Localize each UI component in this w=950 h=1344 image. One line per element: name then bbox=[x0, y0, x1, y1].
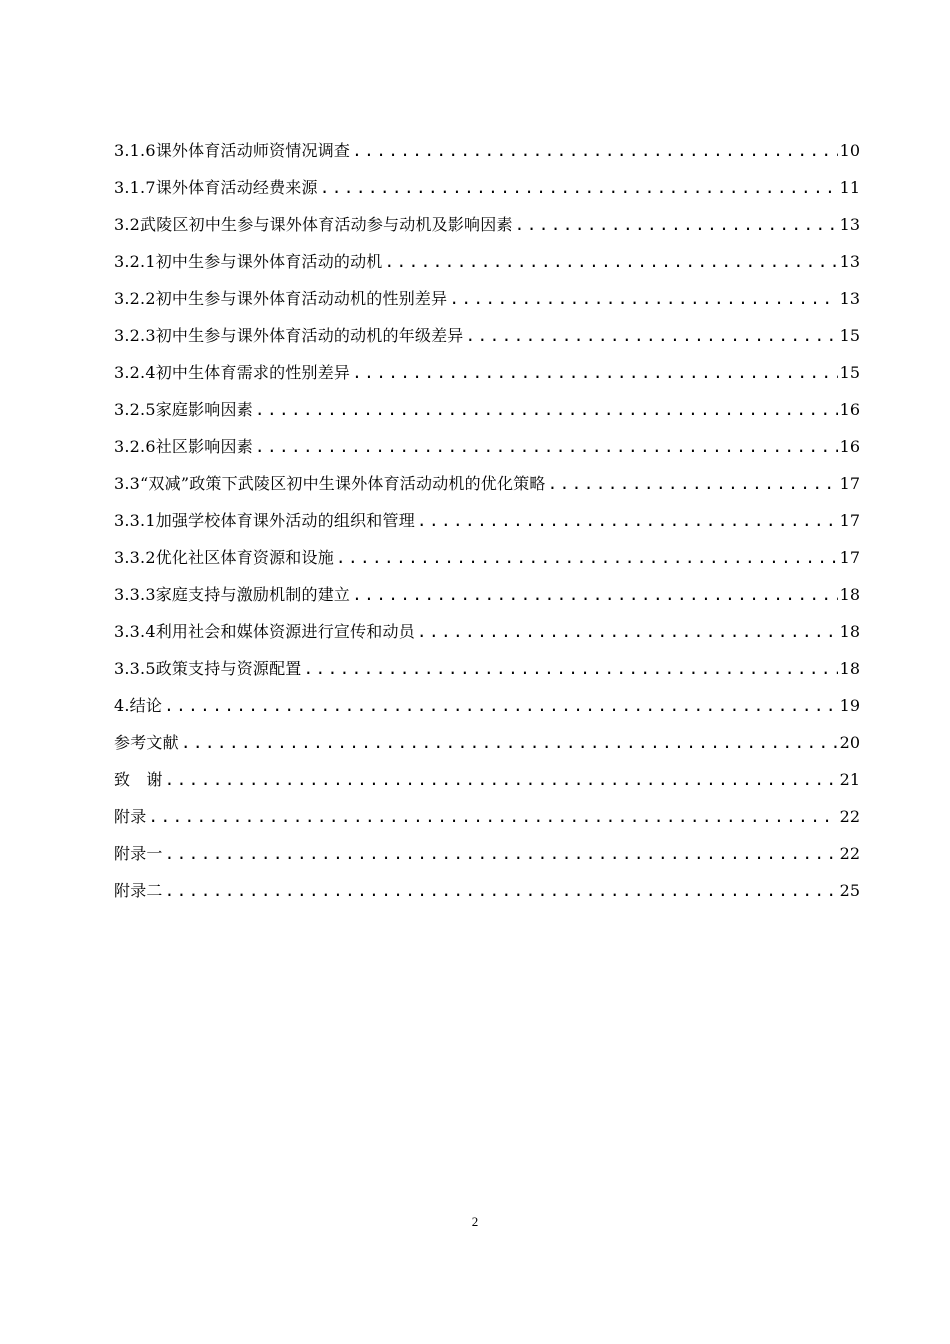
toc-entry-page: 17 bbox=[839, 511, 860, 530]
toc-leader-dots bbox=[515, 211, 838, 239]
toc-leader-dots bbox=[466, 322, 838, 350]
toc-entry-page: 16 bbox=[839, 400, 860, 419]
toc-entry[interactable] bbox=[114, 359, 860, 396]
toc-entry-title: 致 谢 bbox=[114, 770, 163, 789]
toc-entry-page: 20 bbox=[839, 733, 860, 752]
toc-entry-title: 3.2.6社区影响因素 bbox=[114, 437, 253, 456]
toc-entry[interactable] bbox=[114, 396, 860, 433]
toc-entry-page: 25 bbox=[839, 881, 860, 900]
toc-leader-dots bbox=[417, 507, 838, 535]
toc-leader-dots bbox=[336, 544, 838, 572]
toc-leader-dots bbox=[417, 618, 838, 646]
toc-leader-dots bbox=[320, 174, 838, 202]
toc-entry-title: 3.3“双减”政策下武陵区初中生课外体育活动动机的优化策略 bbox=[114, 474, 546, 493]
toc-entry-page: 15 bbox=[839, 326, 860, 345]
toc-entry[interactable] bbox=[114, 433, 860, 470]
toc-entry[interactable] bbox=[114, 655, 860, 692]
toc-entry-title: 附录一 bbox=[114, 844, 163, 863]
toc-entry[interactable] bbox=[114, 581, 860, 618]
toc-entry-title: 3.2.4初中生体育需求的性别差异 bbox=[114, 363, 351, 382]
toc-entry-page: 13 bbox=[839, 252, 860, 271]
toc-entry-title: 3.2武陵区初中生参与课外体育活动参与动机及影响因素 bbox=[114, 215, 513, 234]
table-of-contents bbox=[114, 137, 860, 914]
toc-leader-dots bbox=[352, 581, 838, 609]
toc-entry[interactable] bbox=[114, 692, 860, 729]
toc-entry-title: 3.1.6课外体育活动师资情况调查 bbox=[114, 141, 351, 160]
toc-entry-page: 17 bbox=[839, 548, 860, 567]
toc-entry-page: 10 bbox=[839, 141, 860, 160]
toc-leader-dots bbox=[449, 285, 837, 313]
toc-leader-dots bbox=[548, 470, 838, 498]
toc-leader-dots bbox=[165, 877, 838, 905]
toc-entry-page: 19 bbox=[839, 696, 860, 715]
toc-entry-page: 11 bbox=[839, 178, 860, 197]
page-number: 2 bbox=[471, 1214, 479, 1229]
toc-entry-page: 13 bbox=[839, 215, 860, 234]
toc-entry-page: 22 bbox=[839, 807, 860, 826]
toc-entry-page: 15 bbox=[839, 363, 860, 382]
toc-entry[interactable] bbox=[114, 507, 860, 544]
toc-entry-title: 3.2.3初中生参与课外体育活动的动机的年级差异 bbox=[114, 326, 464, 345]
toc-entry[interactable] bbox=[114, 766, 860, 803]
toc-entry-title: 3.3.1加强学校体育课外活动的组织和管理 bbox=[114, 511, 415, 530]
toc-entry[interactable] bbox=[114, 470, 860, 507]
toc-entry-title: 3.3.3家庭支持与激励机制的建立 bbox=[114, 585, 351, 604]
toc-entry-title: 附录二 bbox=[114, 881, 163, 900]
toc-entry[interactable] bbox=[114, 729, 860, 766]
toc-entry-page: 17 bbox=[839, 474, 860, 493]
toc-entry[interactable] bbox=[114, 248, 860, 285]
toc-leader-dots bbox=[352, 359, 838, 387]
toc-entry-title: 3.3.2优化社区体育资源和设施 bbox=[114, 548, 334, 567]
toc-entry-title: 3.3.4利用社会和媒体资源进行宣传和动员 bbox=[114, 622, 415, 641]
toc-entry-title: 参考文献 bbox=[114, 733, 179, 752]
toc-leader-dots bbox=[304, 655, 838, 683]
toc-entry[interactable] bbox=[114, 211, 860, 248]
toc-entry-title: 附录 bbox=[114, 807, 147, 826]
toc-entry[interactable] bbox=[114, 174, 860, 211]
toc-entry-page: 22 bbox=[839, 844, 860, 863]
toc-entry[interactable] bbox=[114, 877, 860, 914]
toc-entry-title: 3.1.7课外体育活动经费来源 bbox=[114, 178, 318, 197]
toc-leader-dots bbox=[164, 692, 838, 720]
toc-leader-dots bbox=[255, 433, 838, 461]
toc-entry-title: 3.2.2初中生参与课外体育活动动机的性别差异 bbox=[114, 289, 448, 308]
toc-entry-title: 3.3.5政策支持与资源配置 bbox=[114, 659, 302, 678]
toc-entry-page: 18 bbox=[839, 585, 860, 604]
toc-leader-dots bbox=[385, 248, 838, 276]
toc-entry[interactable] bbox=[114, 285, 860, 322]
toc-leader-dots bbox=[255, 396, 838, 424]
toc-leader-dots bbox=[165, 840, 838, 868]
toc-entry[interactable] bbox=[114, 618, 860, 655]
toc-leader-dots bbox=[352, 137, 838, 165]
toc-entry[interactable] bbox=[114, 322, 860, 359]
toc-entry-page: 18 bbox=[839, 659, 860, 678]
toc-leader-dots bbox=[181, 729, 838, 757]
toc-entry-title: 3.2.1初中生参与课外体育活动的动机 bbox=[114, 252, 383, 271]
toc-entry-page: 13 bbox=[839, 289, 860, 308]
toc-entry[interactable] bbox=[114, 544, 860, 581]
toc-entry[interactable] bbox=[114, 803, 860, 840]
toc-entry-page: 21 bbox=[839, 770, 860, 789]
toc-entry-page: 18 bbox=[839, 622, 860, 641]
toc-leader-dots bbox=[165, 766, 838, 794]
toc-entry-page: 16 bbox=[839, 437, 860, 456]
toc-entry[interactable] bbox=[114, 137, 860, 174]
toc-entry-title: 4.结论 bbox=[114, 696, 163, 715]
toc-leader-dots bbox=[148, 803, 837, 831]
toc-entry-title: 3.2.5家庭影响因素 bbox=[114, 400, 253, 419]
toc-entry[interactable] bbox=[114, 840, 860, 877]
